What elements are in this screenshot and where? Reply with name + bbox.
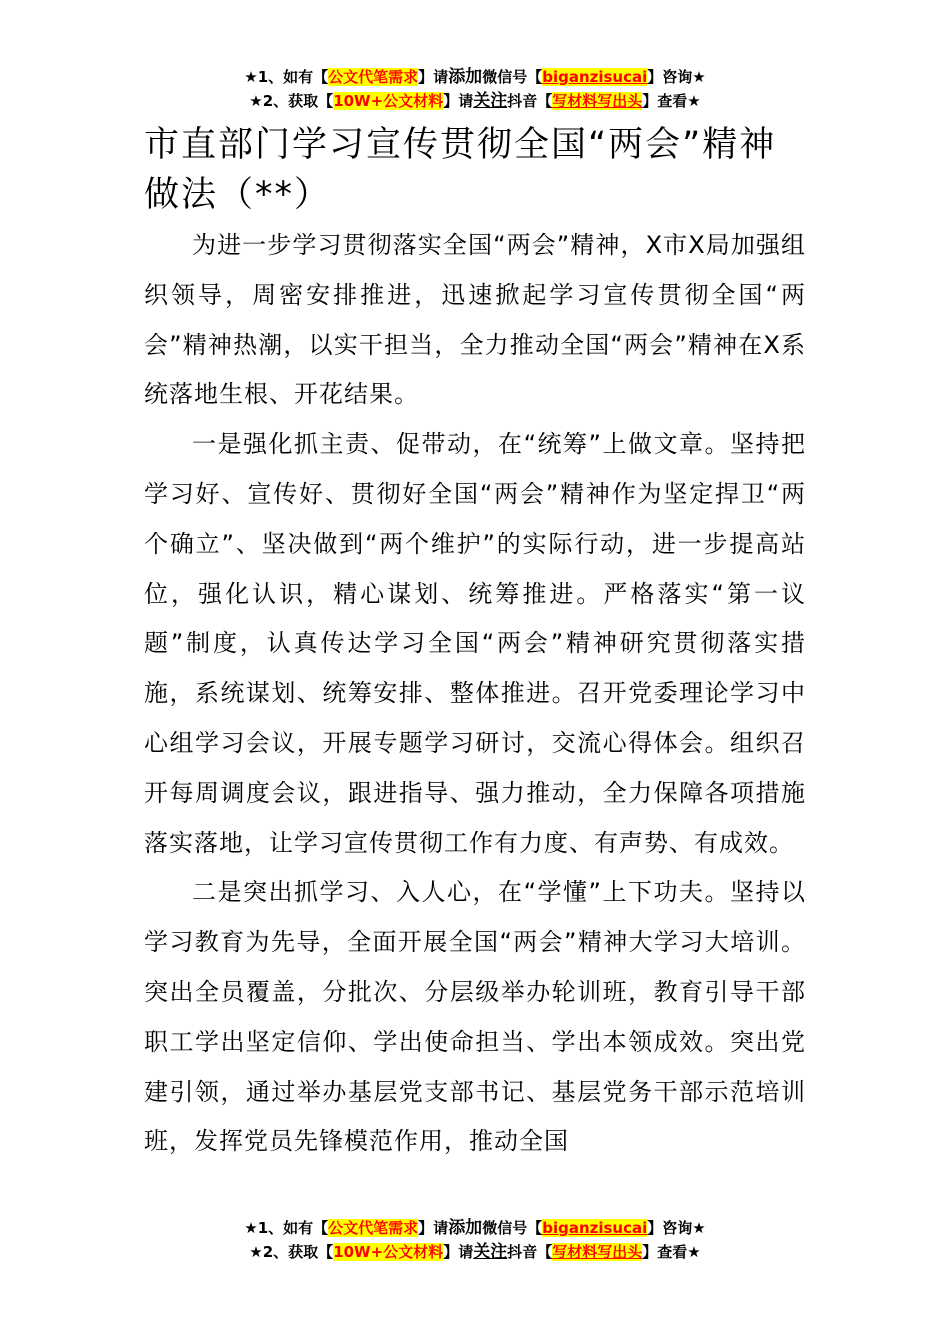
banner-text: 抖音【 (507, 1243, 553, 1261)
document-title: 市直部门学习宣传贯彻全国“两会”精神做法（**） (144, 125, 777, 215)
banner-text: 微信号【 (482, 68, 543, 86)
banner-emphasis: 关注 (473, 1242, 508, 1262)
footer-banner-line-1 (0, 1217, 950, 1241)
banner-text: 微信号【 (482, 1219, 543, 1237)
banner-suffix: 】咨询★ (647, 68, 706, 86)
banner-prefix: ★1、如有【 (244, 1219, 329, 1237)
document-body (144, 221, 806, 1167)
banner-text: 抖音【 (507, 92, 553, 110)
douyin-account-link[interactable]: 写材料写出头 (552, 92, 643, 110)
ghostwriting-service-highlight: 公文代笔需求 (328, 68, 419, 86)
banner-text: 】请 (443, 92, 474, 110)
banner-emphasis: 关注 (473, 91, 508, 111)
banner-suffix: 】查看★ (642, 92, 701, 110)
banner-emphasis: 添加 (448, 67, 483, 87)
ghostwriting-service-highlight: 公文代笔需求 (328, 1219, 419, 1237)
paragraph-point-1: 一是强化抓主责、促带动，在“统筹”上做文章。坚持把学习好、宣传好、贯彻好全国“两会”精神作为坚定捍卫“两个确立”、坚决做到“两个维护”的实际行动，进一步提高站位，强化认识，精心谋划、统筹推进。严格落实“第一议题”制度，认真传达学习全国“两会”精神研究贯彻落实措施，系统谋划、统筹安排、整体推进。召开党委理论学习中心组学习会议，开展专题学习研讨，交流心得体会。组织召开每周调度会议，跟进指导、强力推动，全力保障各项措施落实落地，让学习宣传贯彻工作有力度、有声势、有成效。 (144, 430, 806, 857)
banner-text: 】请 (418, 1219, 449, 1237)
header-banner-line-1 (0, 66, 950, 90)
wechat-id-link[interactable]: biganzisucai (542, 68, 648, 86)
banner-prefix: ★2、获取【 (249, 1243, 334, 1261)
header-banner-line-2 (0, 90, 950, 114)
materials-highlight: 10W+公文材料 (333, 1243, 444, 1261)
banner-prefix: ★1、如有【 (244, 68, 329, 86)
banner-suffix: 】查看★ (642, 1243, 701, 1261)
banner-prefix: ★2、获取【 (249, 92, 334, 110)
paragraph-point-2: 二是突出抓学习、入人心，在“学懂”上下功夫。坚持以学习教育为先导，全面开展全国“两会”精神大学习大培训。突出全员覆盖，分批次、分层级举办轮训班，教育引导干部职工学出坚定信仰、学出使命担当、学出本领成效。突出党建引领，通过举办基层党支部书记、基层党务干部示范培训班，发挥党员先锋模范作用，推动全国 (144, 878, 806, 1156)
banner-emphasis: 添加 (448, 1218, 483, 1238)
wechat-id-link[interactable]: biganzisucai (542, 1219, 648, 1237)
header-banner (0, 66, 950, 114)
materials-highlight: 10W+公文材料 (333, 92, 444, 110)
paragraph-intro: 为进一步学习贯彻落实全国“两会”精神，X市X局加强组织领导，周密安排推进，迅速掀起学习宣传贯彻全国“两会”精神热潮，以实干担当，全力推动全国“两会”精神在X系统落地生根、开花结果。 (144, 231, 806, 409)
banner-text: 】请 (443, 1243, 474, 1261)
footer-banner (0, 1217, 950, 1265)
footer-banner-line-2 (0, 1241, 950, 1265)
douyin-account-link[interactable]: 写材料写出头 (552, 1243, 643, 1261)
banner-text: 】请 (418, 68, 449, 86)
banner-suffix: 】咨询★ (647, 1219, 706, 1237)
